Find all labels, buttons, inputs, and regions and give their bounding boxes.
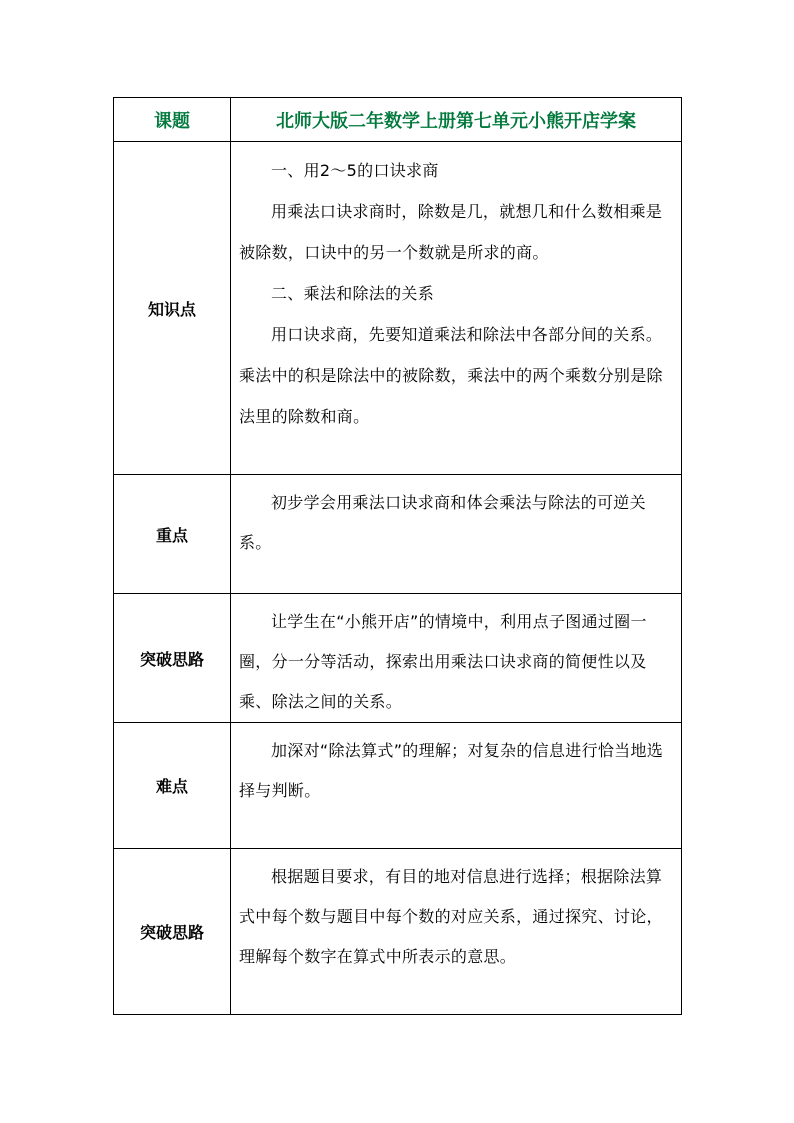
table-row-difficulty (114, 723, 682, 849)
row-key-key-point: 重点 (114, 475, 231, 594)
row-content-key-point (231, 475, 682, 594)
paragraph: 让学生在“小熊开店”的情境中，利用点子图通过圈一圈，分一分等活动，探索出用乘法口诀求商的简便性以及乘、除法之间的关系。 (239, 612, 647, 711)
row-key-knowledge-points: 知识点 (114, 142, 231, 475)
table-header-row (114, 98, 682, 142)
lesson-title: 北师大版二年数学上册第七单元小熊开店学案 (231, 98, 682, 142)
row-key-difficulty: 难点 (114, 723, 231, 849)
row-content-breakthrough-2 (231, 849, 682, 1015)
table-row-breakthrough-2 (114, 849, 682, 1015)
section-heading-2: 二、乘法和除法的关系 (271, 284, 435, 303)
section-heading-1: 一、用2～5的口诀求商 (271, 161, 439, 180)
table-row-key-point (114, 475, 682, 594)
row-content-knowledge-points (231, 142, 682, 475)
table-row-breakthrough-1 (114, 594, 682, 723)
paragraph: 根据题目要求，有目的地对信息进行选择；根据除法算式中每个数与题目中每个数的对应关系，通过探究、讨论，理解每个数字在算式中所表示的意思。 (239, 867, 663, 966)
header-key-cell: 课题 (114, 98, 231, 142)
paragraph: 初步学会用乘法口诀求商和体会乘法与除法的可逆关系。 (239, 493, 646, 552)
paragraph: 加深对“除法算式”的理解；对复杂的信息进行恰当地选择与判断。 (239, 741, 664, 800)
table-row-knowledge-points (114, 142, 682, 475)
paragraph: 用口诀求商，先要知道乘法和除法中各部分间的关系。乘法中的积是除法中的被除数，乘法中的两个乘数分别是除法里的除数和商。 (239, 325, 663, 426)
row-key-breakthrough-1: 突破思路 (114, 594, 231, 723)
lesson-plan-table (113, 97, 682, 1015)
row-content-breakthrough-1 (231, 594, 682, 723)
row-key-breakthrough-2: 突破思路 (114, 849, 231, 1015)
paragraph: 用乘法口诀求商时，除数是几，就想几和什么数相乘是被除数，口诀中的另一个数就是所求的商。 (239, 202, 663, 262)
row-content-difficulty (231, 723, 682, 849)
